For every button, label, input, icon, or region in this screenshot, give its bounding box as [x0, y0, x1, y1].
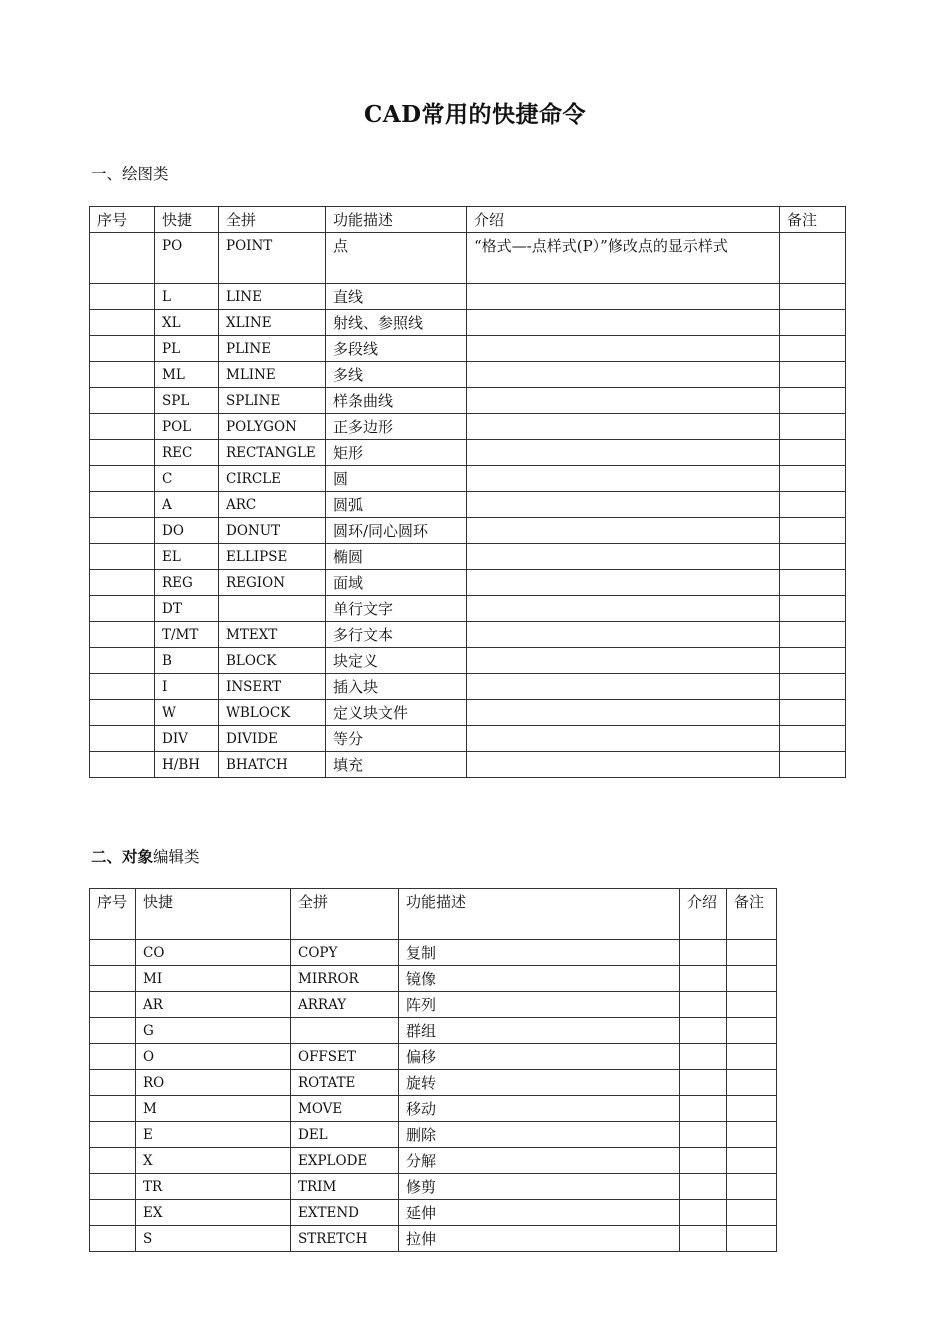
cell-index — [90, 440, 155, 466]
cell-description: 群组 — [399, 1018, 680, 1044]
cell-intro — [467, 752, 780, 778]
header-remark: 备注 — [780, 207, 846, 233]
cell-intro — [680, 940, 727, 966]
cell-description: 直线 — [326, 284, 467, 310]
table-row — [90, 648, 846, 674]
cell-intro — [680, 992, 727, 1018]
cell-index — [90, 1044, 136, 1070]
drawing-commands-table — [89, 206, 846, 778]
table-row — [90, 596, 846, 622]
cell-description: 射线、参照线 — [326, 310, 467, 336]
cell-index — [90, 310, 155, 336]
section-heading-edit — [91, 845, 200, 867]
cell-description: 圆 — [326, 466, 467, 492]
cell-index — [90, 1200, 136, 1226]
table-row — [90, 336, 846, 362]
cell-full-command — [291, 1018, 399, 1044]
cell-index — [90, 336, 155, 362]
table-row — [90, 284, 846, 310]
cell-full-command: XLINE — [219, 310, 326, 336]
cell-full-command: TRIM — [291, 1174, 399, 1200]
cell-description: 圆环/同心圆环 — [326, 518, 467, 544]
cell-remark — [780, 752, 846, 778]
cell-index — [90, 1096, 136, 1122]
cell-description: 多线 — [326, 362, 467, 388]
cell-shortcut: C — [155, 466, 219, 492]
cell-remark — [727, 1044, 777, 1070]
cell-index — [90, 1226, 136, 1252]
cell-full-command: LINE — [219, 284, 326, 310]
cell-index — [90, 940, 136, 966]
cell-description: 单行文字 — [326, 596, 467, 622]
table-row — [90, 940, 777, 966]
cell-shortcut: RO — [136, 1070, 291, 1096]
cell-intro — [680, 1044, 727, 1070]
cell-index — [90, 1018, 136, 1044]
cell-remark — [727, 1096, 777, 1122]
cell-full-command: PLINE — [219, 336, 326, 362]
table-row — [90, 1096, 777, 1122]
cell-remark — [780, 570, 846, 596]
cell-index — [90, 622, 155, 648]
cell-intro — [467, 570, 780, 596]
cell-shortcut: A — [155, 492, 219, 518]
cell-intro — [680, 1096, 727, 1122]
cell-shortcut: PO — [155, 233, 219, 284]
cell-intro — [680, 1018, 727, 1044]
cell-intro — [467, 700, 780, 726]
cell-index — [90, 966, 136, 992]
table-row — [90, 1018, 777, 1044]
cell-intro — [467, 596, 780, 622]
table-row — [90, 1122, 777, 1148]
table-row — [90, 1148, 777, 1174]
cell-shortcut: REG — [155, 570, 219, 596]
cell-remark — [727, 1070, 777, 1096]
cell-full-command: DONUT — [219, 518, 326, 544]
cell-index — [90, 362, 155, 388]
cell-index — [90, 1148, 136, 1174]
cell-index — [90, 596, 155, 622]
cell-intro — [467, 492, 780, 518]
cell-index — [90, 544, 155, 570]
table-row — [90, 1174, 777, 1200]
table-header-row — [90, 207, 846, 233]
cell-index — [90, 570, 155, 596]
cell-description: 修剪 — [399, 1174, 680, 1200]
cell-index — [90, 492, 155, 518]
table-row — [90, 726, 846, 752]
cell-full-command: BHATCH — [219, 752, 326, 778]
cell-description: 矩形 — [326, 440, 467, 466]
cell-remark — [780, 336, 846, 362]
cell-remark — [780, 518, 846, 544]
cell-description: 拉伸 — [399, 1226, 680, 1252]
table-row — [90, 518, 846, 544]
table-row — [90, 1200, 777, 1226]
cell-index — [90, 700, 155, 726]
cell-shortcut: DT — [155, 596, 219, 622]
cell-intro: “格式—-点样式(P）”修改点的显示样式 — [467, 233, 780, 284]
cell-shortcut: I — [155, 674, 219, 700]
cell-index — [90, 674, 155, 700]
cell-remark — [780, 362, 846, 388]
cell-full-command: EXTEND — [291, 1200, 399, 1226]
cell-intro — [680, 1174, 727, 1200]
table-row — [90, 414, 846, 440]
header-intro: 介绍 — [467, 207, 780, 233]
cell-intro — [467, 518, 780, 544]
cell-description: 分解 — [399, 1148, 680, 1174]
cell-index — [90, 466, 155, 492]
cell-full-command: ARRAY — [291, 992, 399, 1018]
table-row — [90, 440, 846, 466]
cell-remark — [727, 1200, 777, 1226]
cell-index — [90, 752, 155, 778]
cell-shortcut: W — [155, 700, 219, 726]
cell-full-command: DEL — [291, 1122, 399, 1148]
cell-intro — [467, 622, 780, 648]
cell-description: 样条曲线 — [326, 388, 467, 414]
cell-shortcut: CO — [136, 940, 291, 966]
cell-full-command: INSERT — [219, 674, 326, 700]
cell-remark — [780, 466, 846, 492]
table-row — [90, 1070, 777, 1096]
cell-intro — [467, 310, 780, 336]
cell-remark — [780, 726, 846, 752]
cell-description: 插入块 — [326, 674, 467, 700]
cell-shortcut: TR — [136, 1174, 291, 1200]
cell-intro — [467, 648, 780, 674]
cell-full-command: ELLIPSE — [219, 544, 326, 570]
cell-description: 椭圆 — [326, 544, 467, 570]
cell-intro — [467, 544, 780, 570]
cell-remark — [780, 648, 846, 674]
cell-intro — [467, 362, 780, 388]
cell-full-command: SPLINE — [219, 388, 326, 414]
table-row — [90, 544, 846, 570]
cell-description: 偏移 — [399, 1044, 680, 1070]
cell-intro — [467, 726, 780, 752]
cell-remark — [780, 622, 846, 648]
cell-full-command: RECTANGLE — [219, 440, 326, 466]
cell-full-command: OFFSET — [291, 1044, 399, 1070]
cell-index — [90, 648, 155, 674]
table-row — [90, 992, 777, 1018]
cell-full-command: ARC — [219, 492, 326, 518]
cell-full-command: EXPLODE — [291, 1148, 399, 1174]
cell-full-command: DIVIDE — [219, 726, 326, 752]
cell-intro — [680, 966, 727, 992]
cell-description: 多段线 — [326, 336, 467, 362]
cell-shortcut: ML — [155, 362, 219, 388]
cell-description: 面域 — [326, 570, 467, 596]
edit-commands-table — [89, 888, 777, 1252]
cell-full-command: ROTATE — [291, 1070, 399, 1096]
cell-description: 旋转 — [399, 1070, 680, 1096]
header-full-command: 全拼 — [219, 207, 326, 233]
table-header-row — [90, 889, 777, 940]
cell-remark — [780, 414, 846, 440]
cell-intro — [467, 674, 780, 700]
table-row — [90, 674, 846, 700]
cell-remark — [727, 1122, 777, 1148]
cell-shortcut: EL — [155, 544, 219, 570]
cell-remark — [780, 596, 846, 622]
table-row — [90, 752, 846, 778]
page-title: CAD常用的快捷命令 — [363, 101, 587, 128]
table-row — [90, 362, 846, 388]
cell-remark — [727, 992, 777, 1018]
cell-description: 正多边形 — [326, 414, 467, 440]
cell-full-command: MIRROR — [291, 966, 399, 992]
cell-full-command: MOVE — [291, 1096, 399, 1122]
cell-remark — [727, 1174, 777, 1200]
cell-description: 镜像 — [399, 966, 680, 992]
cell-shortcut: AR — [136, 992, 291, 1018]
cell-shortcut: T/MT — [155, 622, 219, 648]
cell-shortcut: POL — [155, 414, 219, 440]
cell-full-command: POLYGON — [219, 414, 326, 440]
cell-remark — [780, 284, 846, 310]
cell-description: 复制 — [399, 940, 680, 966]
cell-shortcut: S — [136, 1226, 291, 1252]
cell-remark — [727, 1226, 777, 1252]
cell-full-command: MLINE — [219, 362, 326, 388]
cell-shortcut: SPL — [155, 388, 219, 414]
cell-shortcut: PL — [155, 336, 219, 362]
cell-index — [90, 414, 155, 440]
cell-intro — [680, 1122, 727, 1148]
cell-remark — [727, 1018, 777, 1044]
header-index: 序号 — [90, 889, 136, 940]
cell-description: 点 — [326, 233, 467, 284]
cell-description: 等分 — [326, 726, 467, 752]
cell-remark — [780, 310, 846, 336]
header-shortcut: 快捷 — [136, 889, 291, 940]
header-index: 序号 — [90, 207, 155, 233]
cell-remark — [780, 700, 846, 726]
cell-remark — [727, 940, 777, 966]
cell-intro — [467, 440, 780, 466]
cell-remark — [727, 966, 777, 992]
cell-description: 块定义 — [326, 648, 467, 674]
cell-remark — [780, 440, 846, 466]
cell-description: 阵列 — [399, 992, 680, 1018]
table-row — [90, 388, 846, 414]
table-row — [90, 466, 846, 492]
cell-remark — [780, 492, 846, 518]
cell-full-command: STRETCH — [291, 1226, 399, 1252]
table-row — [90, 1044, 777, 1070]
cell-description: 圆弧 — [326, 492, 467, 518]
cell-full-command: BLOCK — [219, 648, 326, 674]
section-heading-edit-rest: 编辑类 — [153, 848, 200, 866]
cell-remark — [780, 233, 846, 284]
header-intro: 介绍 — [680, 889, 727, 940]
cell-description: 延伸 — [399, 1200, 680, 1226]
table-row — [90, 492, 846, 518]
table-row — [90, 310, 846, 336]
cell-intro — [680, 1200, 727, 1226]
cell-full-command: POINT — [219, 233, 326, 284]
cell-shortcut: E — [136, 1122, 291, 1148]
cell-description: 定义块文件 — [326, 700, 467, 726]
header-shortcut: 快捷 — [155, 207, 219, 233]
cell-intro — [467, 388, 780, 414]
table-row — [90, 233, 846, 284]
cell-full-command: COPY — [291, 940, 399, 966]
cell-index — [90, 726, 155, 752]
cell-shortcut: M — [136, 1096, 291, 1122]
cell-remark — [727, 1148, 777, 1174]
cell-shortcut: L — [155, 284, 219, 310]
cell-intro — [680, 1226, 727, 1252]
cell-shortcut: REC — [155, 440, 219, 466]
cell-index — [90, 1070, 136, 1096]
header-remark: 备注 — [727, 889, 777, 940]
cell-description: 填充 — [326, 752, 467, 778]
table-row — [90, 622, 846, 648]
cell-description: 删除 — [399, 1122, 680, 1148]
cell-intro — [467, 414, 780, 440]
cell-full-command — [219, 596, 326, 622]
cell-remark — [780, 544, 846, 570]
cell-full-command: MTEXT — [219, 622, 326, 648]
cell-index — [90, 233, 155, 284]
header-description: 功能描述 — [326, 207, 467, 233]
cell-shortcut: B — [155, 648, 219, 674]
cell-intro — [680, 1148, 727, 1174]
cell-full-command: REGION — [219, 570, 326, 596]
cell-index — [90, 1122, 136, 1148]
cell-intro — [467, 466, 780, 492]
cell-index — [90, 388, 155, 414]
cell-full-command: CIRCLE — [219, 466, 326, 492]
header-full-command: 全拼 — [291, 889, 399, 940]
cell-shortcut: H/BH — [155, 752, 219, 778]
cell-shortcut: O — [136, 1044, 291, 1070]
cell-intro — [467, 284, 780, 310]
cell-index — [90, 518, 155, 544]
cell-remark — [780, 388, 846, 414]
cell-shortcut: DO — [155, 518, 219, 544]
cell-shortcut: MI — [136, 966, 291, 992]
table-row — [90, 570, 846, 596]
cell-intro — [467, 336, 780, 362]
cell-shortcut: G — [136, 1018, 291, 1044]
cell-description: 移动 — [399, 1096, 680, 1122]
cell-shortcut: EX — [136, 1200, 291, 1226]
table-row — [90, 966, 777, 992]
cell-intro — [680, 1070, 727, 1096]
table-row — [90, 1226, 777, 1252]
section-heading-drawing: 一、绘图类 — [91, 165, 169, 183]
cell-index — [90, 1174, 136, 1200]
cell-full-command: WBLOCK — [219, 700, 326, 726]
cell-description: 多行文本 — [326, 622, 467, 648]
cell-shortcut: XL — [155, 310, 219, 336]
header-description: 功能描述 — [399, 889, 680, 940]
cell-shortcut: X — [136, 1148, 291, 1174]
section-heading-edit-bold: 二、对象 — [91, 847, 154, 866]
table-row — [90, 700, 846, 726]
cell-index — [90, 284, 155, 310]
cell-shortcut: DIV — [155, 726, 219, 752]
cell-remark — [780, 674, 846, 700]
cell-index — [90, 992, 136, 1018]
